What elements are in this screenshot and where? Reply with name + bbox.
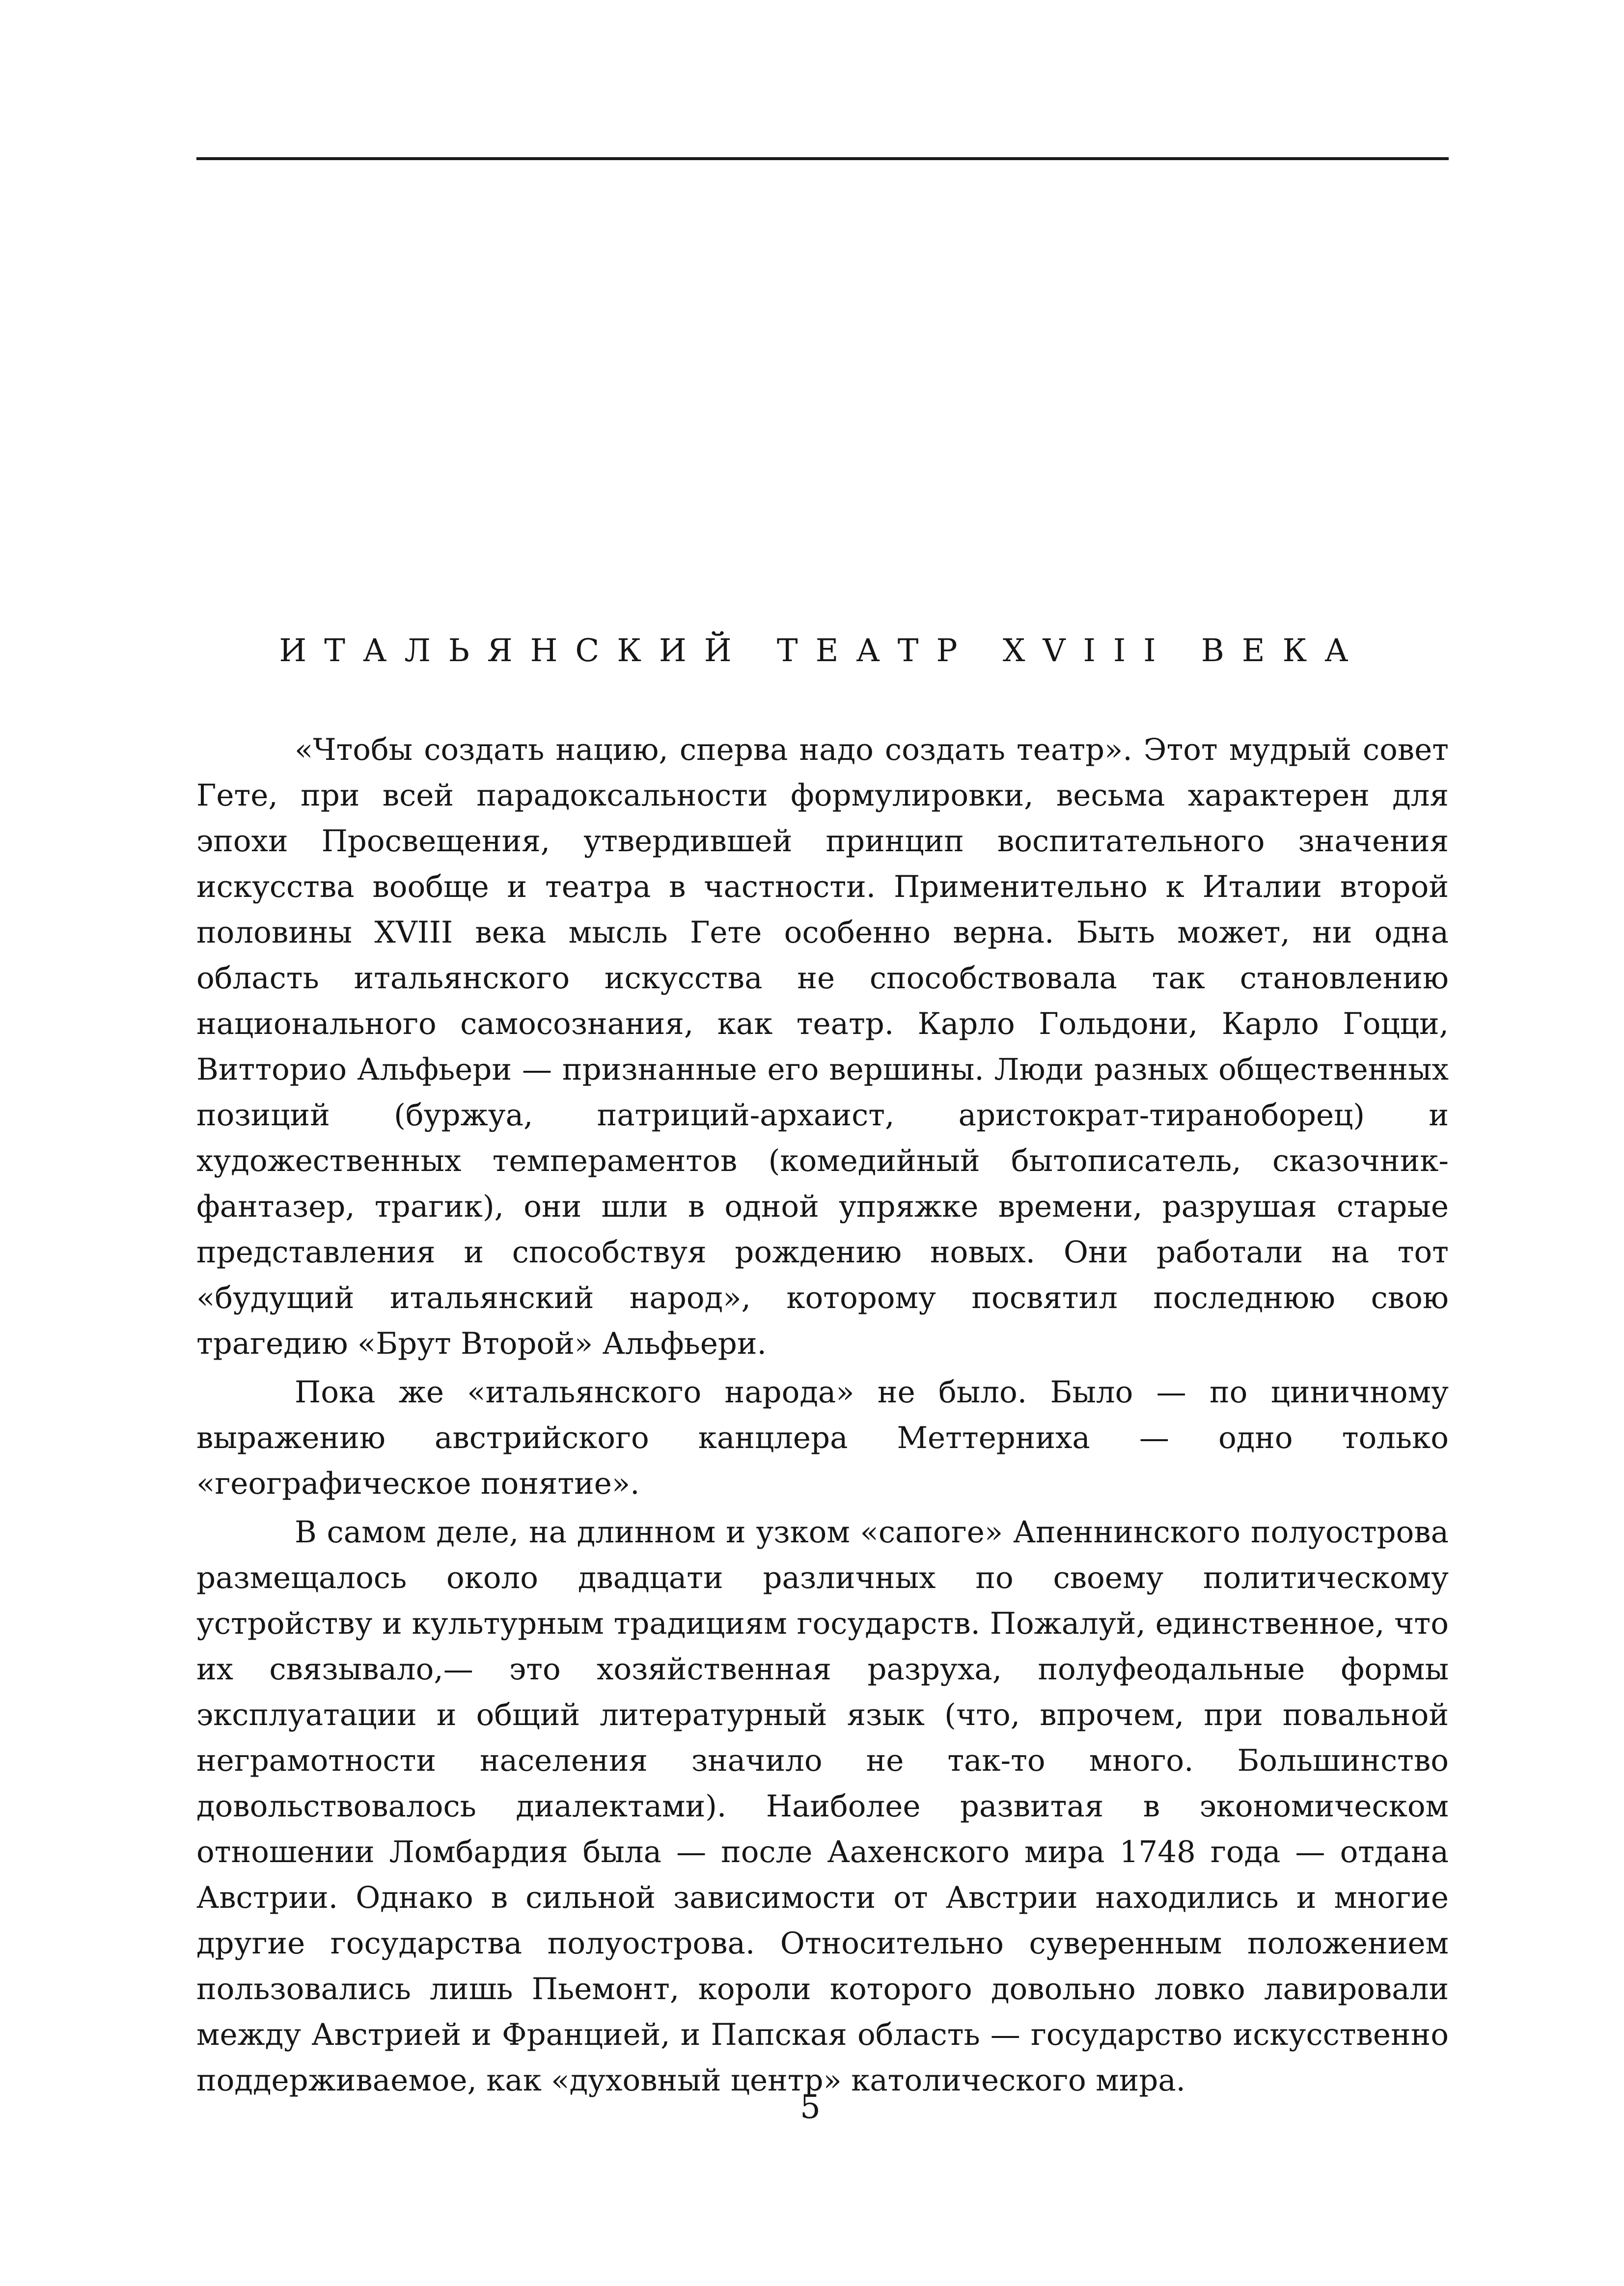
chapter-title: ИТАЛЬЯНСКИЙ ТЕАТР XVIII ВЕКА [279, 633, 1366, 669]
paragraph-1: «Чтобы создать нацию, сперва надо создать театр». Этот мудрый совет Гете, при всей парадоксальности формулировки, весьма характерен для эпохи Просвещения, утвердившей принцип воспитательного значения искусства вообще и театра в частности. Применительно к Италии второй половины XVIII века мысль Гете особенно верна. Быть может, ни одна область итальянского искусства не способствовала так становлению национального самосознания, как театр. Карло Гольдони, Карло Гоцци, Витторио Альфьери — признанные его вершины. Люди разных общественных позиций (буржуа, патриций-архаист, аристократ-тираноборец) и художественных темпераментов (комедийный бытописатель, сказочник-фантазер, трагик), они шли в одной упряжке времени, разрушая старые представления и способствуя рождению новых. Они работали на тот «будущий итальянский народ», которому посвятил последнюю свою трагедию «Брут Второй» Альфьери. [196, 732, 1449, 1361]
paragraph-2: Пока же «итальянского народа» не было. Было — по циничному выражению австрийского канцлера Меттерниха — одно только «географическое понятие». [196, 1375, 1449, 1501]
top-rule [196, 157, 1449, 160]
paragraph-3: В самом деле, на длинном и узком «сапоге» Апеннинского полуострова размещалось около двадцати различных по своему политическому устройству и культурным традициям государств. Пожалуй, единственное, что их связывало,— это хозяйственная разруха, полуфеодальные формы эксплуатации и общий литературный язык (что, впрочем, при повальной неграмотности населения значило не так-то много. Большинство довольствовалось диалектами). Наиболее развитая в экономическом отношении Ломбардия была — после Аахенского мира 1748 года — отдана Австрии. Однако в сильной зависимости от Австрии находились и многие другие государства полуострова. Относительно суверенным положением пользовались лишь Пьемонт, короли которого довольно ловко лавировали между Австрией и Францией, и Папская область — государство искусственно поддерживаемое, как «духовный центр» католического мира. [196, 1515, 1449, 2098]
body-text [196, 727, 1449, 2106]
page-number: 5 [800, 2088, 821, 2126]
